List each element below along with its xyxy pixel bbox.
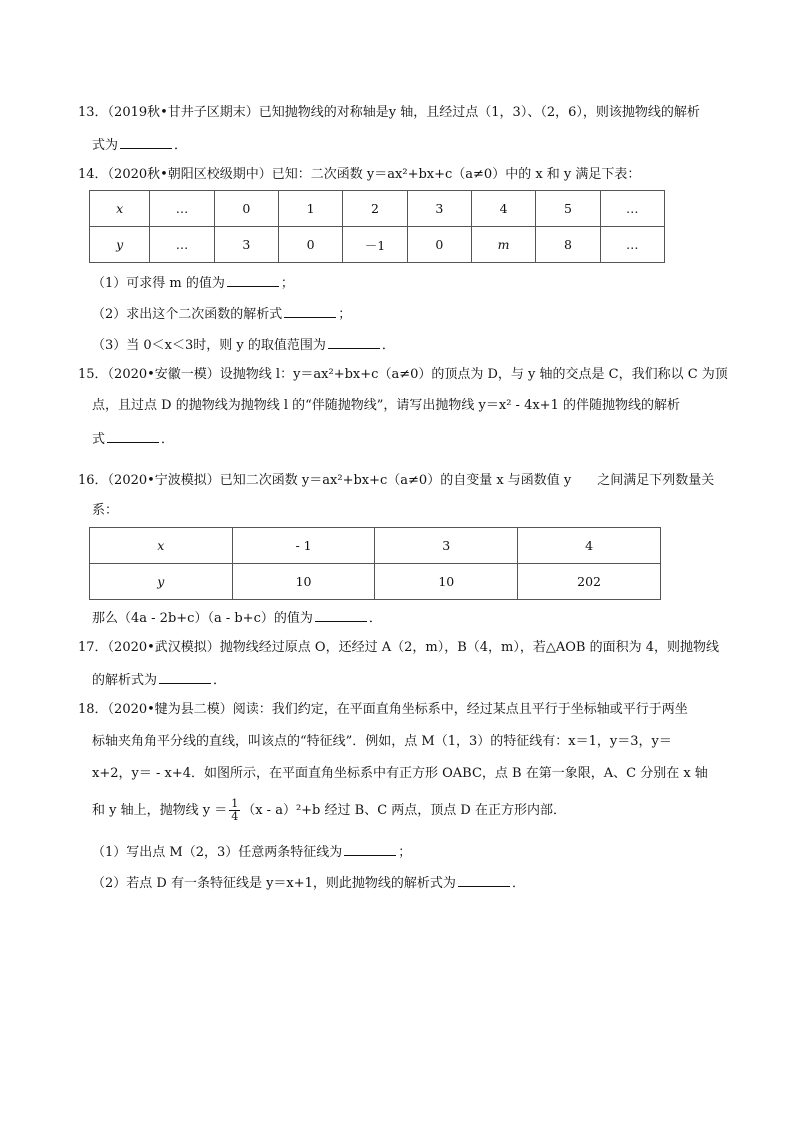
q13-answer-label: 式为 bbox=[92, 138, 119, 153]
q16-table-row-x bbox=[90, 528, 661, 564]
table-cell: 2 bbox=[343, 191, 407, 227]
table-cell: －1 bbox=[343, 227, 407, 263]
table-cell: 0 bbox=[278, 227, 342, 263]
q16-answer-blank bbox=[315, 607, 367, 622]
q13-line2 bbox=[92, 134, 187, 155]
q18-sub1-text: （1）写出点 M（2，3）任意两条特征线为 bbox=[92, 845, 343, 860]
q14-sub3-blank bbox=[328, 334, 380, 349]
table-cell: 3 bbox=[375, 528, 518, 564]
q14-table-row-x bbox=[90, 191, 665, 227]
table-cell: … bbox=[600, 191, 664, 227]
q16-line1: 16．（2020•宁波模拟）已知二次函数 y＝ax²+bx+c（a≠0）的自变量 x 与函数值 y 之间满足下列数量关 bbox=[78, 473, 715, 488]
q13-line1: 13．（2019秋•甘井子区期末）已知抛物线的对称轴是y 轴，且经过点（1，3）、（2，6），则该抛物线的解析 bbox=[78, 105, 700, 120]
q16-end: ． bbox=[368, 611, 382, 626]
q15-line2: 点，且过点 D 的抛物线为抛物线 l 的“伴随抛物线”，请写出抛物线 y＝x² - 4x+1 的伴随抛物线的解析 bbox=[92, 398, 680, 413]
table-cell: 10 bbox=[232, 564, 375, 600]
table-cell: 8 bbox=[536, 227, 600, 263]
q17-line2-text: 的解析式为 bbox=[92, 673, 158, 688]
table-cell: x bbox=[90, 528, 233, 564]
fraction-numerator: 1 bbox=[231, 797, 239, 810]
q16-table-row-y bbox=[90, 564, 661, 600]
table-cell: 0 bbox=[214, 191, 278, 227]
q14-sub1-blank bbox=[227, 272, 279, 287]
q17-end: ． bbox=[213, 673, 227, 688]
table-cell: … bbox=[150, 227, 214, 263]
q14-sub1-end: ； bbox=[280, 276, 294, 291]
table-cell: 3 bbox=[407, 191, 471, 227]
q15-line3 bbox=[92, 428, 174, 449]
q14-table-row-y bbox=[90, 227, 665, 263]
table-cell: 5 bbox=[536, 191, 600, 227]
q17-answer-blank bbox=[159, 669, 211, 684]
table-cell: 10 bbox=[375, 564, 518, 600]
q18-sub2-blank bbox=[458, 872, 510, 887]
q14-sub1 bbox=[92, 272, 294, 293]
q18-sub1 bbox=[92, 841, 411, 862]
fraction-one-quarter bbox=[229, 798, 240, 823]
q14-sub2-text: （2）求出这个二次函数的解析式 bbox=[92, 307, 283, 322]
q18-sub1-blank bbox=[344, 841, 396, 856]
q18-line4-pre: 和 y 轴上，抛物线 y ＝ bbox=[92, 803, 228, 818]
q17-line1: 17．（2020•武汉模拟）抛物线经过原点 O，还经过 A（2，m），B（4，m），若△AOB 的面积为 4，则抛物线 bbox=[78, 640, 719, 655]
q18-line1: 18．（2020•犍为县二模）阅读：我们约定，在平面直角坐标系中，经过某点且平行于坐标轴或平行于两坐 bbox=[78, 702, 688, 717]
table-cell: x bbox=[90, 191, 150, 227]
table-cell: y bbox=[90, 564, 233, 600]
table-cell: 4 bbox=[518, 528, 661, 564]
q18-sub2-end: ． bbox=[511, 876, 525, 891]
q14-sub2-end: ； bbox=[338, 307, 352, 322]
q14-sub3-end: ． bbox=[381, 338, 395, 353]
q14-sub3-text: （3）当 0＜x＜3时，则 y 的取值范围为 bbox=[92, 338, 326, 353]
q16-table bbox=[89, 527, 661, 600]
q14-sub3 bbox=[92, 334, 395, 355]
q18-sub2-text: （2）若点 D 有一条特征线是 y＝x+1，则此抛物线的解析式为 bbox=[92, 876, 456, 891]
q14-sub2 bbox=[92, 303, 351, 324]
table-cell: 0 bbox=[407, 227, 471, 263]
table-cell: y bbox=[90, 227, 150, 263]
q15-end: ． bbox=[161, 432, 175, 447]
q16-line3-text: 那么（4a - 2b+c）（a - b+c）的值为 bbox=[92, 611, 313, 626]
q18-line4 bbox=[92, 797, 566, 825]
table-cell: - 1 bbox=[232, 528, 375, 564]
q15-line1: 15．（2020•安徽一模）设抛物线 l：y＝ax²+bx+c（a≠0）的顶点为 D，与 y 轴的交点是 C，我们称以 C 为顶 bbox=[78, 367, 728, 382]
q15-answer-blank bbox=[107, 428, 159, 443]
table-cell: 202 bbox=[518, 564, 661, 600]
table-cell: 3 bbox=[214, 227, 278, 263]
fraction-denominator: 4 bbox=[231, 810, 239, 823]
table-cell: m bbox=[471, 227, 535, 263]
q14-sub2-blank bbox=[284, 303, 336, 318]
q14-line1: 14．（2020秋•朝阳区校级期中）已知：二次函数 y＝ax²+bx+c（a≠0）中的 x 和 y 满足下表： bbox=[78, 167, 641, 182]
q18-line2: 标轴夹角角平分线的直线，叫该点的“特征线”．例如，点 M（1，3）的特征线有：x＝1，y＝3，y＝ bbox=[92, 734, 672, 749]
table-cell: 1 bbox=[278, 191, 342, 227]
table-cell: … bbox=[150, 191, 214, 227]
q15-line3-text: 式 bbox=[92, 432, 106, 447]
q18-line3: x+2，y＝ - x+4．如图所示，在平面直角坐标系中有正方形 OABC，点 B 在第一象限，A、C 分别在 x 轴 bbox=[92, 766, 708, 781]
q14-sub1-text: （1）可求得 m 的值为 bbox=[92, 276, 225, 291]
q17-line2 bbox=[92, 669, 226, 690]
q16-line2: 系： bbox=[92, 503, 119, 518]
q18-sub1-end: ； bbox=[398, 845, 412, 860]
table-cell: 4 bbox=[471, 191, 535, 227]
q18-sub2 bbox=[92, 872, 525, 893]
table-cell: … bbox=[600, 227, 664, 263]
q16-line3 bbox=[92, 607, 382, 628]
q13-end: ． bbox=[174, 138, 188, 153]
q14-table bbox=[89, 190, 665, 263]
q18-line4-post: （x - a）²+b 经过 B、C 两点，顶点 D 在正方形内部． bbox=[242, 803, 566, 818]
q13-answer-blank bbox=[120, 134, 172, 149]
